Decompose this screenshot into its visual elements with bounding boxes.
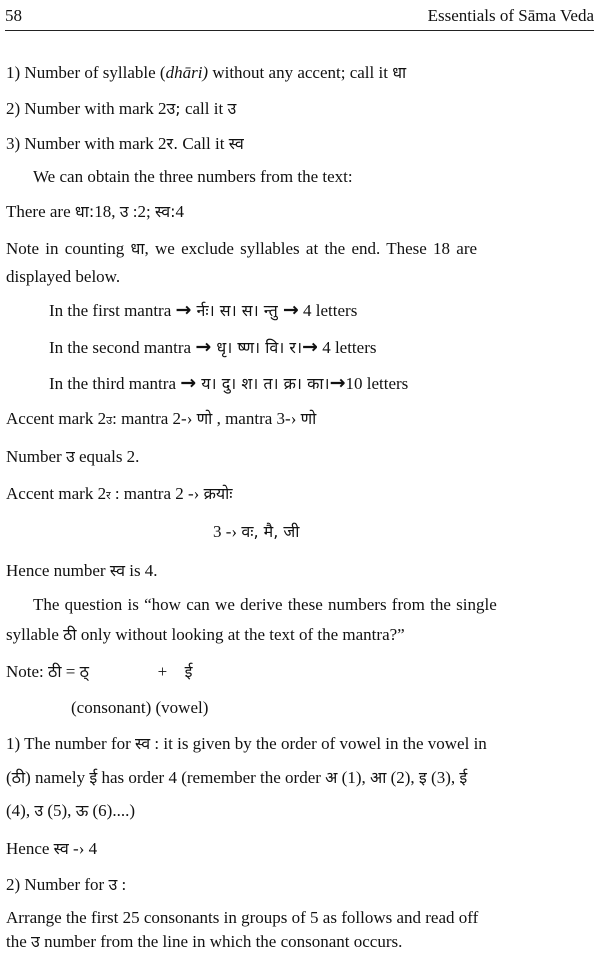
rule-one-line: 1) The number for स्व : it is given by the order of vowel in the vowel in <box>6 734 487 753</box>
arrow-right-icon: → <box>175 299 192 321</box>
accent-mark-line-1: Accent mark 2उ: mantra 2-› णो , mantra 3-› णो <box>6 409 317 428</box>
question-line-cont: syllable ठी only without looking at the text of the mantra?” <box>6 625 405 644</box>
note-equation: Note: ठी = ठ् + ई <box>6 662 193 681</box>
page-number: 58 <box>5 6 22 25</box>
line-item-1: 1) Number of syllable (dhāri) without any accent; call it धा <box>6 63 407 82</box>
mantra-second-line: In the second mantra → धृ। ष्ण। वि। र।→ 4 letters <box>49 336 377 358</box>
rule-two-text: Arrange the first 25 consonants in groups of 5 as follows and read off <box>6 908 479 927</box>
line-item-2: 2) Number with mark 2उ; call it उ <box>6 99 237 118</box>
paragraph-intro: We can obtain the three numbers from the text: <box>33 167 353 186</box>
mantra-first-line: In the first mantra → र्नः। स। स। न्तु → 4 letters <box>49 299 358 321</box>
equation-labels: (consonant) (vowel) <box>71 698 209 717</box>
arrow-right-icon: → <box>195 336 212 358</box>
question-line: The question is “how can we derive these numbers from the single <box>33 595 497 614</box>
note-line-cont: displayed below. <box>6 267 121 286</box>
rule-two-heading: 2) Number for उ : <box>6 875 127 894</box>
rule-one-line-cont: (ठी) namely ई has order 4 (remember the order अ (1), आ (2), इ (3), ई <box>6 768 468 787</box>
hence-line: Hence number स्व is 4. <box>6 561 158 580</box>
rule-two-text-cont: the उ number from the line in which the consonant occurs. <box>6 932 403 951</box>
arrow-right-icon: → <box>180 372 197 394</box>
line-item-3: 3) Number with mark 2र. Call it स्व <box>6 134 244 153</box>
number-line: Number उ equals 2. <box>6 447 140 466</box>
counts-line: There are धा:18, उ :2; स्व:4 <box>6 202 185 221</box>
arrow-right-icon: → <box>329 372 346 394</box>
arrow-right-icon: → <box>302 336 318 358</box>
mantra-third-line: In the third mantra → य। दु। श। त। क्र। का।→10 letters <box>49 372 409 394</box>
book-title: Essentials of Sāma Veda <box>427 6 594 25</box>
hence-swa-line: Hence स्व -› 4 <box>6 839 98 858</box>
running-header <box>5 6 594 31</box>
note-line: Note in counting धा, we exclude syllables at the end. These 18 are <box>6 239 478 258</box>
accent-mark-line-2: Accent mark 2र : mantra 2 -› क्रयोः <box>6 484 233 503</box>
arrow-right-icon: → <box>282 299 299 321</box>
accent-mark-line-3: 3 -› वः, मै, जी <box>213 522 300 541</box>
vowel-order-line: (4), उ (5), ऊ (6)....) <box>6 801 135 820</box>
